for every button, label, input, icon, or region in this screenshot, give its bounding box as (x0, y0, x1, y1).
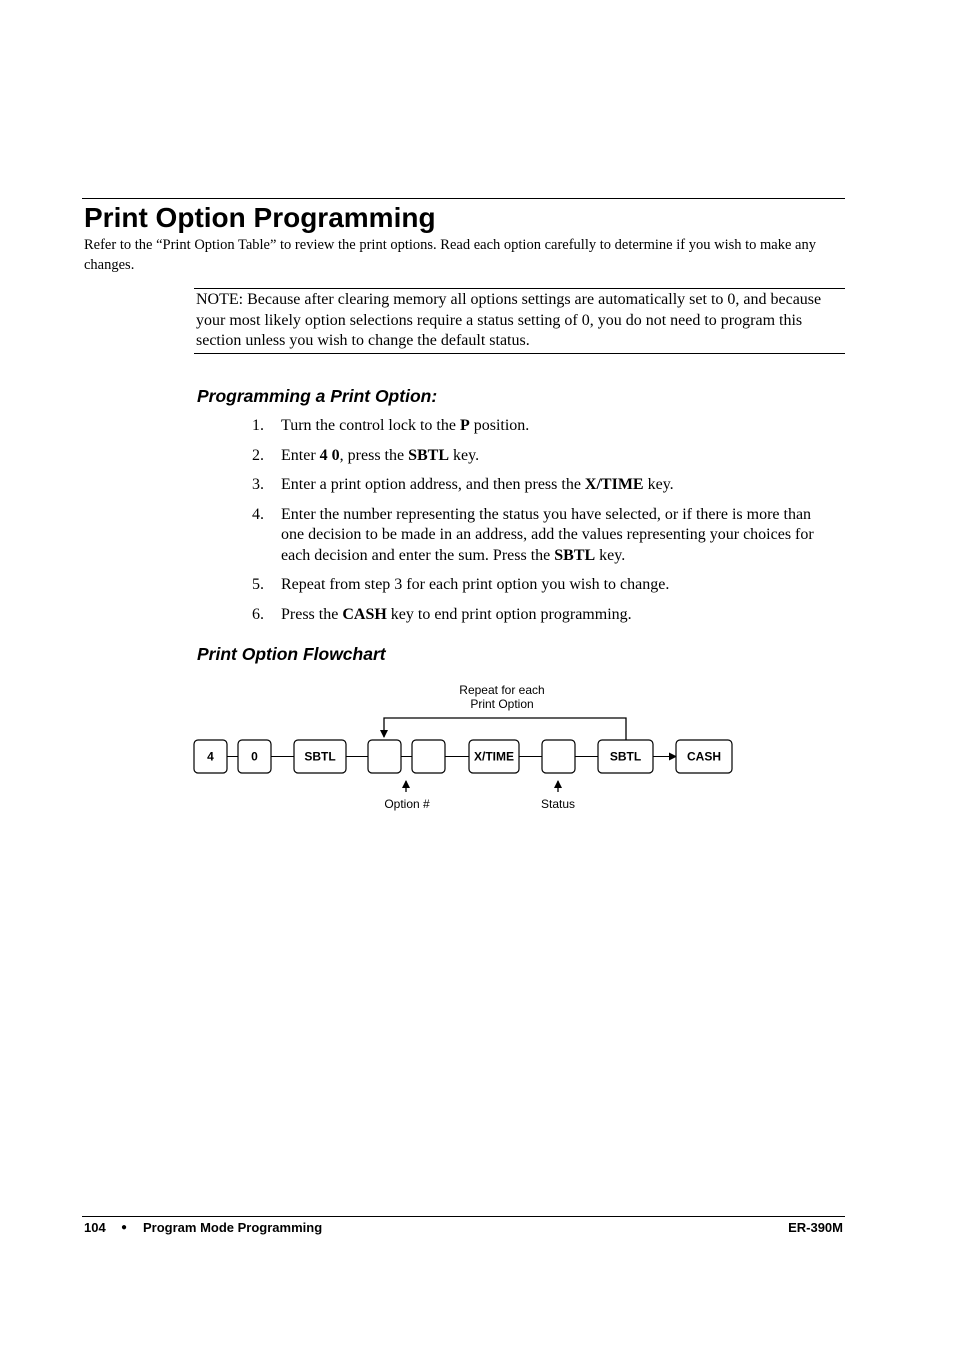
note-paragraph: NOTE: Because after clearing memory all options settings are automatically set to 0, and because your most likely option selections require a status setting of 0, you do not need to program this section unless you wish to change the default status. (196, 291, 822, 349)
step-key-text: X/TIME (584, 476, 644, 493)
step-number: 6. (252, 605, 264, 623)
step-item (252, 416, 832, 437)
step-item (252, 446, 832, 467)
intro-paragraph: Refer to the “Print Option Table” to review the print options. Read each option carefully to determine if you wish to make any changes. (84, 237, 816, 273)
key-option-digit-2 (412, 740, 445, 773)
step-text (281, 576, 669, 593)
step-text-part: Turn the control lock to the (281, 417, 460, 434)
key-status (542, 740, 575, 773)
step-item (252, 575, 832, 596)
step-number: 2. (252, 446, 264, 464)
step-text-part: key. (643, 476, 674, 493)
step-item (252, 505, 832, 567)
step-key-text: CASH (342, 605, 387, 623)
page-title: Print Option Programming (84, 202, 436, 233)
step-text (281, 506, 814, 564)
option-number-label: Option # (384, 797, 430, 811)
repeat-loop-arrow (384, 718, 626, 740)
step-key-text: P (459, 417, 470, 434)
step-number: 5. (252, 576, 264, 593)
note-bottom-rule (194, 353, 845, 354)
repeat-label-line2: Print Option (470, 697, 534, 711)
step-text-part: key to end print option programming. (386, 605, 632, 623)
step-text (281, 417, 529, 434)
step-number: 4. (252, 505, 264, 523)
footer-section-title: Program Mode Programming (143, 1220, 323, 1235)
key-xtime-label: X/TIME (473, 749, 515, 764)
step-key-text: SBTL (408, 446, 450, 464)
step-text-part: Repeat from step 3 for each print option you wish to change. (281, 576, 670, 593)
step-text-part: , press the (339, 446, 409, 464)
print-option-flowchart (185, 680, 745, 820)
key-0-label: 0 (251, 749, 258, 764)
flowchart-heading: Print Option Flowchart (197, 644, 386, 664)
step-item (252, 605, 832, 626)
step-text-part: Enter the number representing the status you have selected, or if there is more than one decision to be made in an address, add the values representing your choices for each decision and enter the sum. Press the (281, 505, 814, 564)
step-text-part: key. (449, 446, 480, 464)
step-text-part: Press the (281, 605, 343, 623)
status-label: Status (540, 797, 576, 811)
step-text-part: Enter (281, 446, 320, 464)
step-text-part: position. (469, 417, 530, 434)
key-option-digit-1 (368, 740, 401, 773)
step-key-text: SBTL (554, 546, 596, 564)
key-sbtl-2-label: SBTL (609, 749, 642, 764)
step-number: 3. (252, 476, 264, 493)
footer-rule (82, 1216, 845, 1217)
repeat-label-line1: Repeat for each (459, 683, 545, 697)
key-sbtl-label: SBTL (304, 749, 336, 764)
step-text (281, 447, 479, 464)
programming-heading: Programming a Print Option: (197, 386, 438, 406)
step-item (252, 475, 832, 496)
step-key-text: 4 0 (319, 446, 340, 464)
step-number: 1. (252, 417, 264, 434)
steps-list (252, 416, 832, 634)
key-cash-label: CASH (686, 749, 722, 764)
step-text (281, 606, 632, 623)
step-text-part: Enter a print option address, and then press the (281, 476, 585, 493)
step-text (281, 476, 674, 493)
footer-model: ER-390M (788, 1220, 843, 1235)
footer-bullet: ● (121, 1222, 128, 1233)
step-text-part: key. (595, 546, 626, 564)
note-top-rule (194, 288, 845, 289)
footer-page-number: 104 (84, 1220, 106, 1235)
key-4-label: 4 (207, 749, 214, 764)
